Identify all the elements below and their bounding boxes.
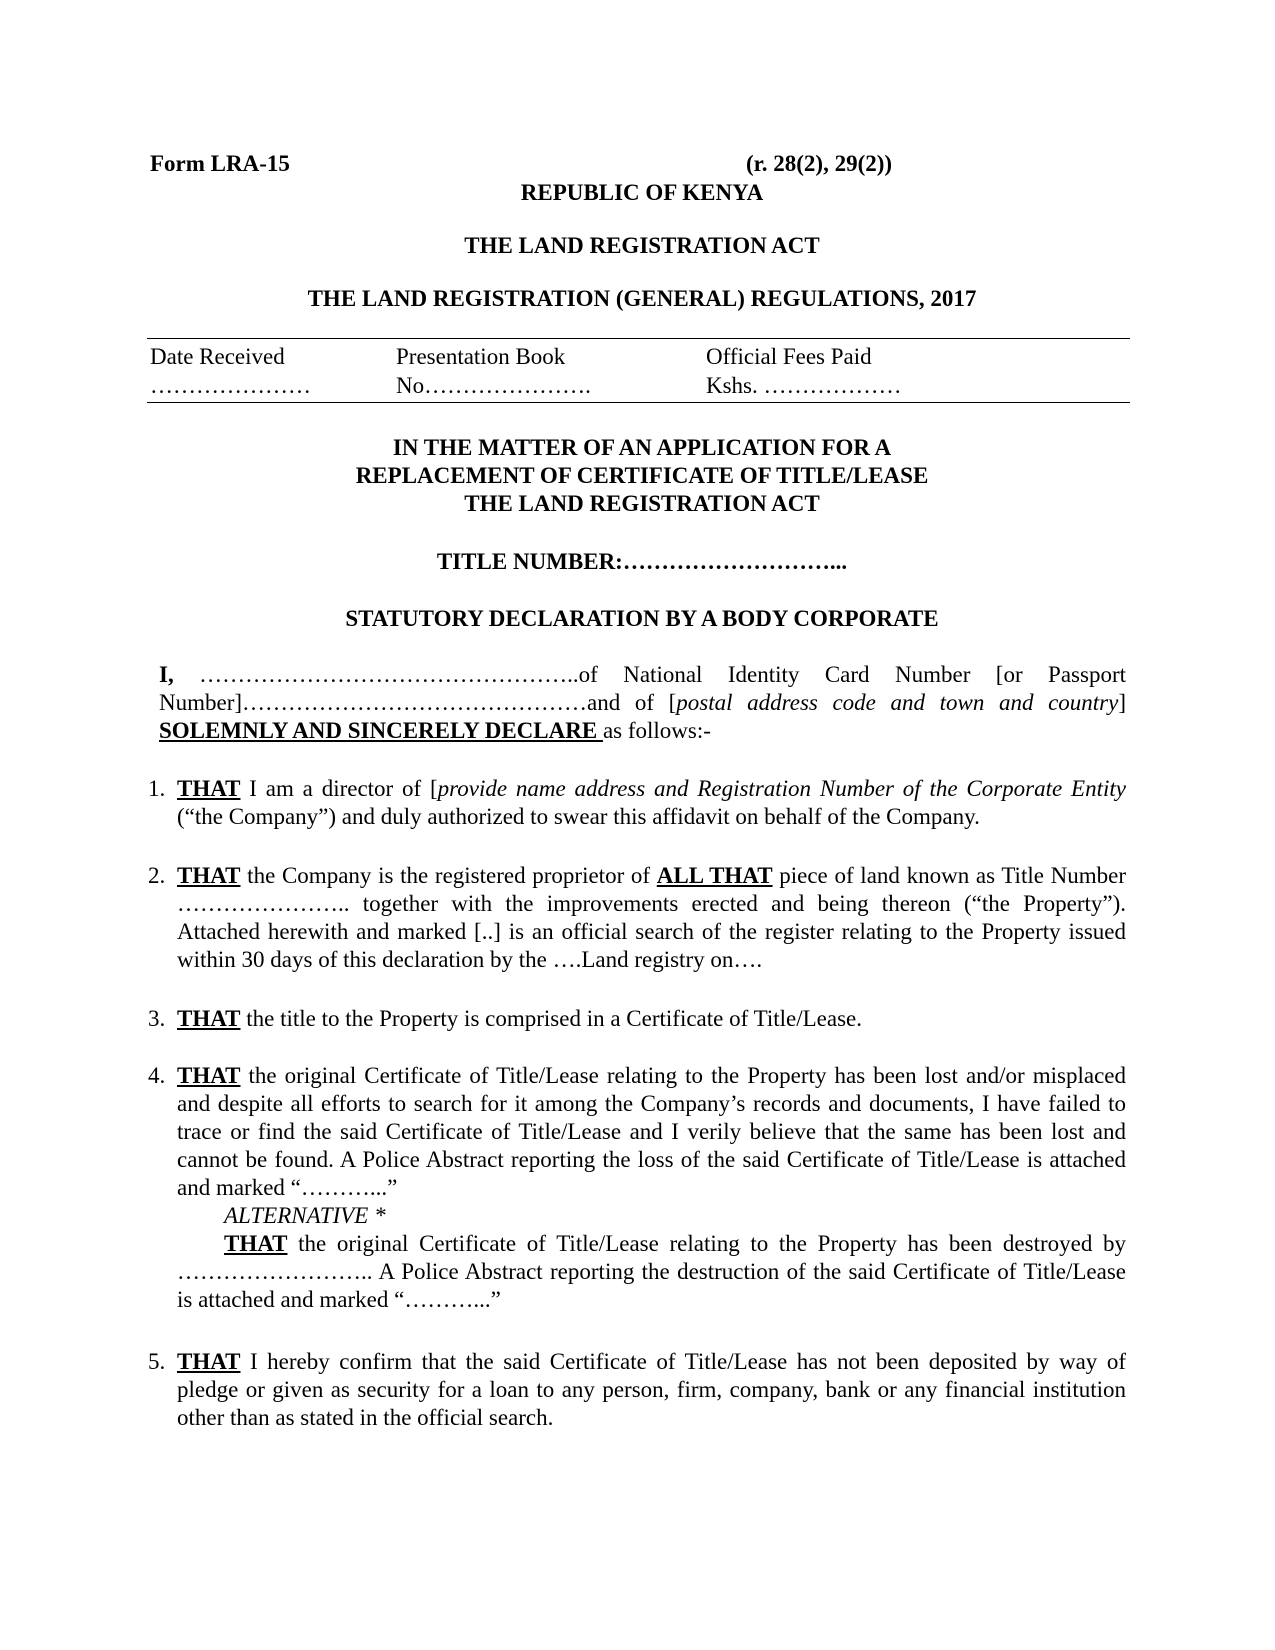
date-received-field [150,342,311,400]
act-heading: THE LAND REGISTRATION ACT [464,233,820,258]
official-fees-value: Kshs. ……………… [706,373,902,398]
title-number: TITLE NUMBER:………………………... [436,549,848,574]
form-id: Form LRA-15 [150,151,290,176]
matter-heading [150,434,1134,518]
bottom-divider [147,402,1130,403]
date-received-label: Date Received [150,344,285,369]
intro-paragraph [159,661,1126,745]
top-divider [147,338,1130,339]
alternative-label: ALTERNATIVE * [224,1203,386,1228]
item-text: the title to the Property is comprised in a Certificate of Title/Lease. [240,1006,862,1031]
republic-heading: REPUBLIC OF KENYA [520,180,764,205]
presentation-book-value: No…………………. [396,373,591,398]
item-text: (“the Company”) and duly authorized to swear this affidavit on behalf of the Company. [177,804,980,829]
that-keyword: THAT [177,1063,241,1088]
item-number: 1. [148,776,166,801]
date-received-value: ………………… [150,373,311,398]
regulations-heading: THE LAND REGISTRATION (GENERAL) REGULATIONS, 2017 [307,286,977,311]
declaration-heading: STATUTORY DECLARATION BY A BODY CORPORATE [345,606,939,631]
matter-line-3: THE LAND REGISTRATION ACT [464,491,820,516]
presentation-book-label: Presentation Book [396,344,566,369]
matter-line-2: REPLACEMENT OF CERTIFICATE OF TITLE/LEASE [355,463,929,488]
alternative-text: the original Certificate of Title/Lease relating to the Property has been destroyed by …………………….. A Police Abstract reporting the destruction of the said Certificate of Title/Lease is attached and marked “………...” [177,1231,1126,1312]
item-text: piece of land known as Title Number ………………….. together with the improvements erected and being thereon (“the Property”). Attached herewith and marked [..] is an official search of the register relating to the Property issued within 30 days of this declaration by the ….Land registry on…. [177,863,1126,972]
item-text: the Company is the registered proprietor of [240,863,657,888]
item-number: 3. [148,1006,166,1031]
rule-reference: (r. 28(2), 29(2)) [746,151,893,176]
intro-i: I, [159,662,174,687]
item-number: 4. [148,1063,166,1088]
item-italic-text: provide name address and Registration Number of the Corporate Entity [437,776,1126,801]
matter-line-1: IN THE MATTER OF AN APPLICATION FOR A [392,435,892,460]
item-text: I am a director of [ [240,776,438,801]
item-number: 2. [148,863,166,888]
solemn-declare: SOLEMNLY AND SINCERELY DECLARE [159,718,603,743]
presentation-book-field [396,342,591,400]
intro-postal-address: postal address code and town and country [676,690,1119,715]
item-number: 5. [148,1349,166,1374]
intro-text-3: as follows:- [602,718,711,743]
intro-text-2: ] [1118,690,1127,715]
alt-that-keyword: THAT [224,1231,288,1256]
official-fees-label: Official Fees Paid [706,344,872,369]
that-keyword: THAT [177,1006,241,1031]
item-text: the original Certificate of Title/Lease relating to the Property has been lost and/or misplaced and despite all efforts to search for it among the Company’s records and documents, I have failed to trace or find the said Certificate of Title/Lease and I verily believe that the same has been lost and cannot be found. A Police Abstract reporting the loss of the said Certificate of Title/Lease is attached and marked “………...” [177,1063,1126,1200]
that-keyword: THAT [177,863,241,888]
official-fees-field [706,342,902,400]
that-keyword: THAT [177,1349,241,1374]
intro-text-1: …………………………………………..of National Identity Card Number [or Passport Number]………………………………………and of [ [159,662,1126,715]
all-that-keyword: ALL THAT [656,863,773,888]
that-keyword: THAT [177,776,241,801]
item-text: I hereby confirm that the said Certificate of Title/Lease has not been deposited by way of pledge or given as security for a loan to any person, firm, company, bank or any financial institution other than as stated in the official search. [177,1349,1126,1430]
